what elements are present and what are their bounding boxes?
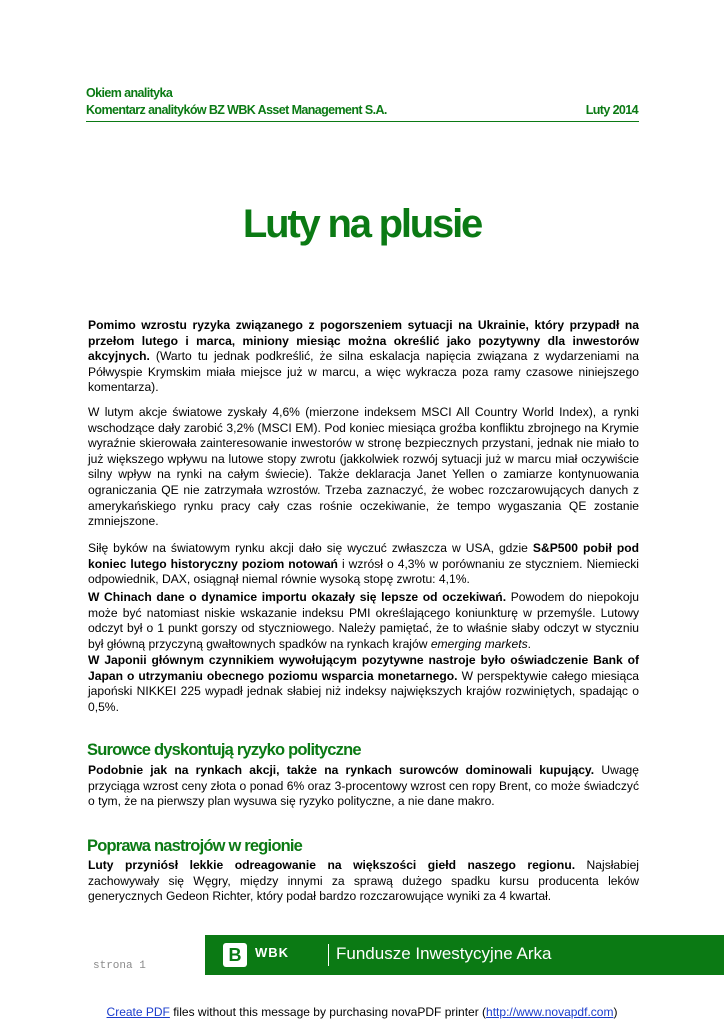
paragraph-china xyxy=(88,590,639,652)
novapdf-text: files without this message by purchasing novaPDF printer ( xyxy=(169,1005,487,1019)
header-divider xyxy=(86,121,639,122)
paragraph-intro-lead: Pomimo wzrostu ryzyka związanego z pogorszeniem sytuacji na Ukrainie, który przypadł na przełom lutego i marca, miniony miesiąc można określić jako pozytywny dla inwestorów akcyjnych. xyxy=(88,318,639,364)
novapdf-notice xyxy=(0,1005,724,1019)
paragraph-commodities-lead: Podobnie jak na rynkach akcji, także na rynkach surowców dominowali kupujący. xyxy=(88,763,595,777)
paragraph-china-text-a: Powodem do niepokoju może być natomiast niskie wskazanie indeksu PMI określającego koniunkturę w przemyśle. Lutowy odczyt był o 1 punkt gorszy od styczniowego. Należy pamiętać, że to właśnie słaby odczyt w styczniu był główną przyczyną gwałtownych spadków na rynkach krajów xyxy=(88,590,639,651)
wbk-logo-text: WBK xyxy=(255,945,290,960)
paragraph-japan-lead: W Japonii głównym czynnikiem wywołującym pozytywne nastroje było oświadczenie Bank of Japan o utrzymaniu obecnego poziomu wsparcia monetarnego. xyxy=(88,653,639,683)
paragraph-china-lead: W Chinach dane o dynamice importu okazały się lepsze od oczekiwań. xyxy=(88,590,507,604)
paragraph-region-text: Najsłabiej zachowywały się Węgry, między innymi za sprawą dużego spadku kursu producenta leków generycznych Gedeon Richter, który podał bardzo rozczarowujące wyniki za 4 kwartał. xyxy=(88,858,639,904)
bzwbk-logo-icon: B xyxy=(223,943,247,967)
section-title-commodities: Surowce dyskontują ryzyko polityczne xyxy=(87,741,361,759)
paragraph-global-equities: W lutym akcje światowe zyskały 4,6% (mierzone indeksem MSCI All Country World Index), a rynki wschodzące dały zarobić 3,2% (MSCI EM). Pod koniec miesiąca groźba konfliktu zbrojnego na Krymie wyraźnie skierowała zainteresowanie inwestorów w stronę bezpiecznych przystani, jednak nie miało to już większego wpływu na lutowe stopy zwrotu (jakkolwiek rozwój sytuacji już w marcu miał oczywiście silny wpływ na rynki na całym świecie). Także deklaracja Janet Yellen o zamiarze kontynuowania ograniczania QE nie zatrzymała wzrostów. Trzeba zaznaczyć, że wobec rozczarowujących danych z amerykańskiego rynku pracy cały czas rośnie oczekiwanie, że tempo wygaszania QE zostanie zmniejszone. xyxy=(88,405,639,529)
section-title-region: Poprawa nastrojów w regionie xyxy=(87,837,303,855)
novapdf-url-link[interactable]: http://www.novapdf.com xyxy=(486,1005,614,1019)
page-title: Luty na plusie xyxy=(242,202,482,246)
paragraph-usa-text-b: i wzrósł o 4,3% w porównaniu ze styczniem. Niemiecki odpowiednik, DAX, osiągnął niemal równie wysoką stopę zwrotu: 4,1%. xyxy=(88,556,639,587)
header-title: Okiem analityka xyxy=(86,86,173,100)
paragraph-china-text-b: . xyxy=(527,636,531,651)
paragraph-intro xyxy=(88,318,639,396)
paragraph-commodities xyxy=(88,763,639,810)
paragraph-usa-text-a: Siłę byków na światowym rynku akcji dało się wyczuć zwłaszcza w USA, gdzie xyxy=(88,541,533,555)
paragraph-intro-text: (Warto tu jednak podkreślić, że silna eskalacja napięcia związana z wydarzeniami na Półwyspie Krymskim miała miejsce już w marcu, a więc wykracza poza ramy czasowe niniejszego komentarza). xyxy=(88,349,639,395)
footer-separator xyxy=(328,944,329,966)
paragraph-usa-highlight: S&P500 pobił pod koniec lutego historyczny poziom notowań xyxy=(88,541,639,571)
page-number: strona 1 xyxy=(93,960,146,972)
paragraph-commodities-text: Uwagę przyciąga wzrost ceny złota o ponad 6% oraz 3-procentowy wzrost cen ropy Brent, co może świadczyć o tym, że na pierwszy plan wysuwa się ryzyko polityczne, a nie dane makro. xyxy=(88,763,640,809)
novapdf-text-end: ) xyxy=(613,1005,618,1019)
paragraph-japan-text: W perspektywie całego miesiąca japoński NIKKEI 225 wypadł jednak słabiej niż indeksy największych krajów rozwiniętych, spadając o 0,5%. xyxy=(88,668,639,714)
header-date: Luty 2014 xyxy=(585,103,638,117)
paragraph-region xyxy=(88,858,639,905)
paragraph-china-italic: emerging markets xyxy=(430,636,528,651)
paragraph-region-lead: Luty przyniósł lekkie odreagowanie na większości giełd naszego regionu. xyxy=(88,858,576,872)
paragraph-japan xyxy=(88,653,639,715)
create-pdf-link[interactable]: Create PDF xyxy=(106,1005,170,1019)
paragraph-usa xyxy=(88,541,639,588)
footer-brand-band xyxy=(205,935,724,975)
header-subtitle: Komentarz analityków BZ WBK Asset Management S.A. xyxy=(86,103,387,117)
footer-brand-name: Fundusze Inwestycyjne Arka xyxy=(336,944,552,963)
